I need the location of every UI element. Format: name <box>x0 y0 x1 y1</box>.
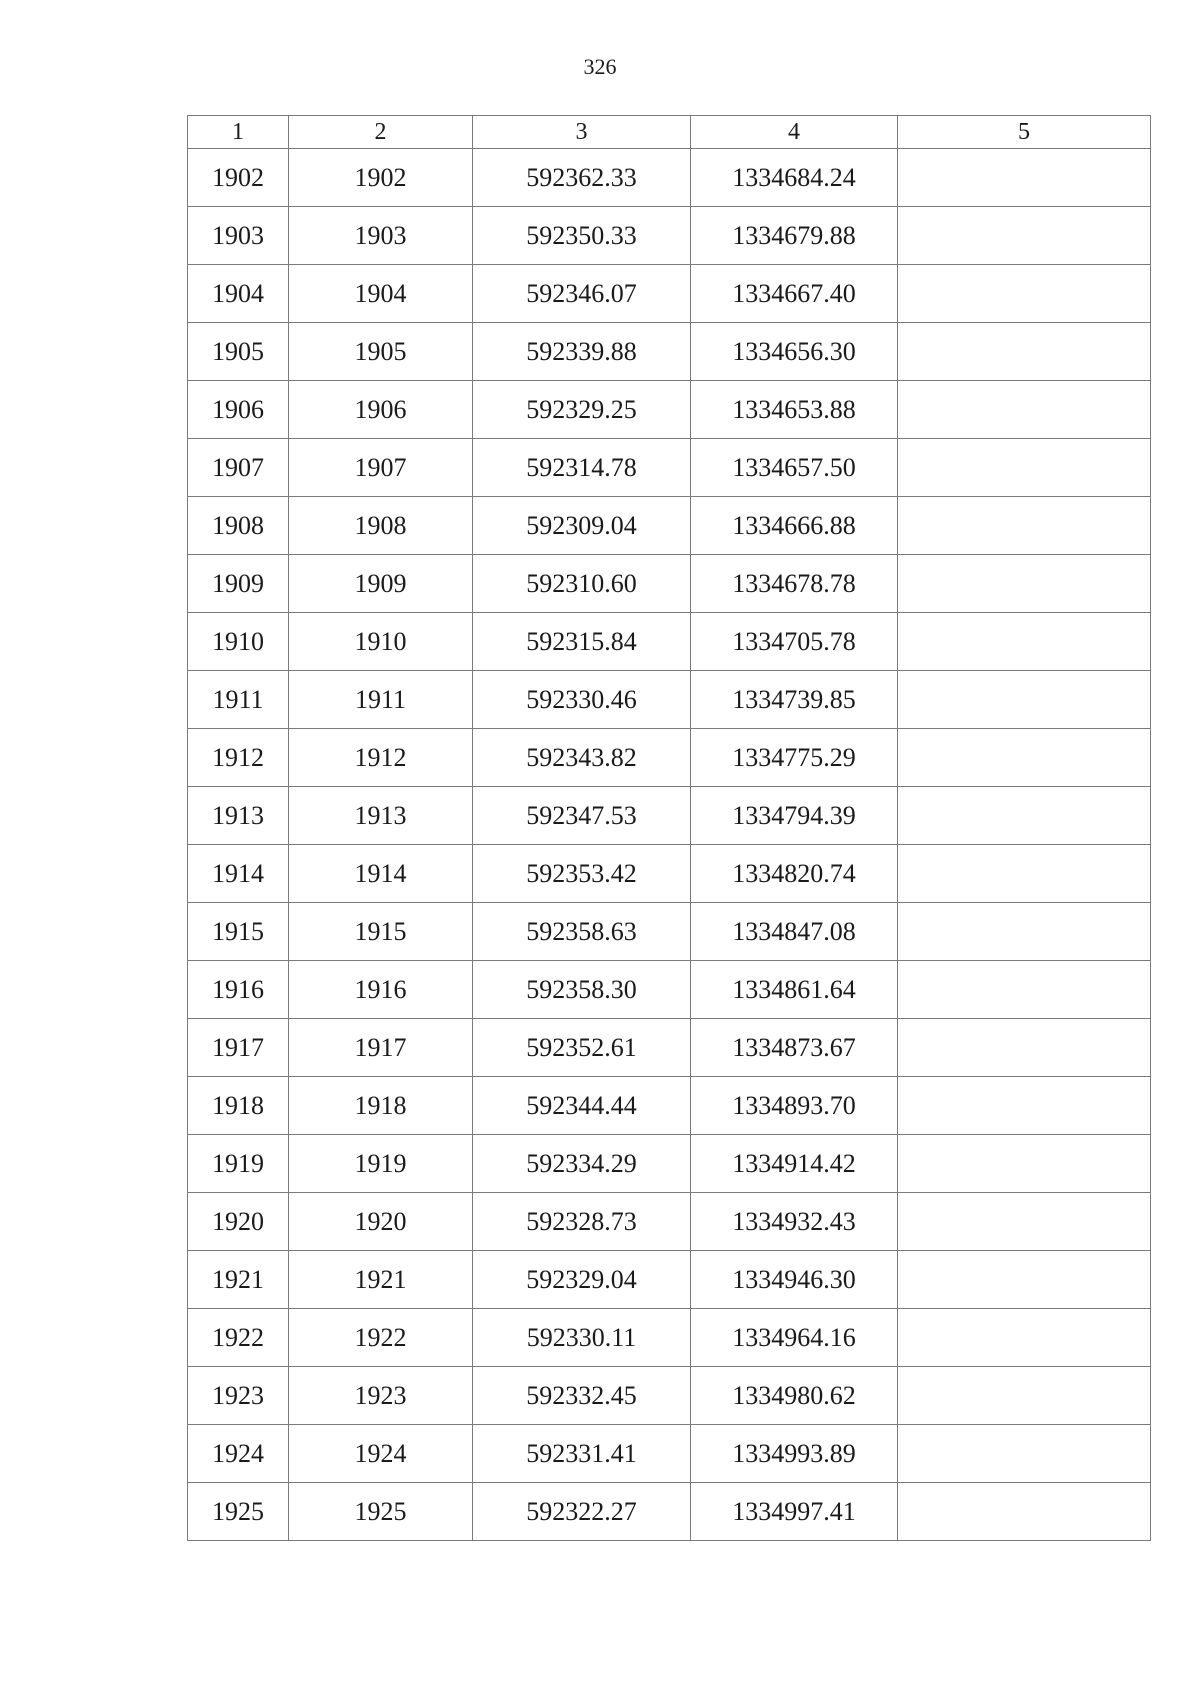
table-cell-col-5 <box>898 1367 1151 1425</box>
table-cell-col-2: 1909 <box>289 555 473 613</box>
table-cell-col-3: 592332.45 <box>473 1367 691 1425</box>
coordinates-table <box>187 115 1151 1541</box>
table-cell-col-4: 1334794.39 <box>691 787 898 845</box>
table-cell-col-5 <box>898 555 1151 613</box>
table-cell-col-1: 1922 <box>188 1309 289 1367</box>
table-row <box>188 207 1151 265</box>
table-cell-col-1: 1917 <box>188 1019 289 1077</box>
table-row <box>188 1077 1151 1135</box>
table-cell-col-2: 1914 <box>289 845 473 903</box>
table-cell-col-5 <box>898 265 1151 323</box>
table-cell-col-3: 592353.42 <box>473 845 691 903</box>
column-header-4: 4 <box>691 116 898 149</box>
table-cell-col-3: 592334.29 <box>473 1135 691 1193</box>
table-cell-col-2: 1912 <box>289 729 473 787</box>
table-cell-col-1: 1920 <box>188 1193 289 1251</box>
table-cell-col-5 <box>898 497 1151 555</box>
table-cell-col-1: 1918 <box>188 1077 289 1135</box>
table-cell-col-3: 592310.60 <box>473 555 691 613</box>
table-cell-col-3: 592329.04 <box>473 1251 691 1309</box>
column-header-1: 1 <box>188 116 289 149</box>
table-cell-col-5 <box>898 381 1151 439</box>
table-row <box>188 1425 1151 1483</box>
table-cell-col-4: 1334667.40 <box>691 265 898 323</box>
table-cell-col-3: 592330.46 <box>473 671 691 729</box>
table-cell-col-1: 1909 <box>188 555 289 613</box>
table-cell-col-2: 1918 <box>289 1077 473 1135</box>
table-cell-col-3: 592347.53 <box>473 787 691 845</box>
table-cell-col-2: 1913 <box>289 787 473 845</box>
table-cell-col-4: 1334932.43 <box>691 1193 898 1251</box>
table-row <box>188 729 1151 787</box>
table-cell-col-2: 1925 <box>289 1483 473 1541</box>
table-cell-col-2: 1915 <box>289 903 473 961</box>
table-cell-col-1: 1913 <box>188 787 289 845</box>
table-cell-col-3: 592350.33 <box>473 207 691 265</box>
table-row <box>188 961 1151 1019</box>
column-header-5: 5 <box>898 116 1151 149</box>
table-cell-col-3: 592362.33 <box>473 149 691 207</box>
table-cell-col-2: 1905 <box>289 323 473 381</box>
table-cell-col-2: 1902 <box>289 149 473 207</box>
table-cell-col-4: 1334946.30 <box>691 1251 898 1309</box>
table-cell-col-4: 1334993.89 <box>691 1425 898 1483</box>
table-body <box>188 149 1151 1541</box>
table-cell-col-1: 1903 <box>188 207 289 265</box>
table-cell-col-5 <box>898 671 1151 729</box>
table-row <box>188 787 1151 845</box>
table-row <box>188 1019 1151 1077</box>
table-cell-col-4: 1334820.74 <box>691 845 898 903</box>
table-row <box>188 1193 1151 1251</box>
table-cell-col-1: 1916 <box>188 961 289 1019</box>
table-cell-col-5 <box>898 613 1151 671</box>
table-cell-col-5 <box>898 439 1151 497</box>
table-cell-col-1: 1923 <box>188 1367 289 1425</box>
table-cell-col-4: 1334657.50 <box>691 439 898 497</box>
table-cell-col-4: 1334997.41 <box>691 1483 898 1541</box>
table-cell-col-3: 592330.11 <box>473 1309 691 1367</box>
table-row <box>188 1367 1151 1425</box>
table-row <box>188 1135 1151 1193</box>
table-cell-col-4: 1334964.16 <box>691 1309 898 1367</box>
table-cell-col-4: 1334861.64 <box>691 961 898 1019</box>
table-cell-col-1: 1906 <box>188 381 289 439</box>
table-cell-col-1: 1910 <box>188 613 289 671</box>
table-cell-col-3: 592329.25 <box>473 381 691 439</box>
table-cell-col-2: 1920 <box>289 1193 473 1251</box>
table-cell-col-1: 1921 <box>188 1251 289 1309</box>
table-row <box>188 903 1151 961</box>
table-row <box>188 497 1151 555</box>
table-cell-col-4: 1334705.78 <box>691 613 898 671</box>
table-row <box>188 439 1151 497</box>
table-cell-col-2: 1916 <box>289 961 473 1019</box>
table-cell-col-4: 1334775.29 <box>691 729 898 787</box>
table-cell-col-2: 1906 <box>289 381 473 439</box>
table-cell-col-5 <box>898 1309 1151 1367</box>
table-cell-col-5 <box>898 207 1151 265</box>
table-cell-col-1: 1911 <box>188 671 289 729</box>
table-row <box>188 265 1151 323</box>
table-cell-col-2: 1907 <box>289 439 473 497</box>
table-cell-col-3: 592309.04 <box>473 497 691 555</box>
table-cell-col-4: 1334893.70 <box>691 1077 898 1135</box>
table-cell-col-1: 1912 <box>188 729 289 787</box>
table-cell-col-5 <box>898 1135 1151 1193</box>
table-cell-col-1: 1925 <box>188 1483 289 1541</box>
table-cell-col-3: 592346.07 <box>473 265 691 323</box>
table-cell-col-2: 1919 <box>289 1135 473 1193</box>
table-cell-col-5 <box>898 1193 1151 1251</box>
table-cell-col-1: 1914 <box>188 845 289 903</box>
table-cell-col-4: 1334666.88 <box>691 497 898 555</box>
table-cell-col-3: 592343.82 <box>473 729 691 787</box>
table-cell-col-4: 1334739.85 <box>691 671 898 729</box>
table-cell-col-2: 1924 <box>289 1425 473 1483</box>
table-cell-col-4: 1334679.88 <box>691 207 898 265</box>
table-cell-col-3: 592352.61 <box>473 1019 691 1077</box>
table-cell-col-2: 1923 <box>289 1367 473 1425</box>
table-cell-col-2: 1921 <box>289 1251 473 1309</box>
table-cell-col-4: 1334656.30 <box>691 323 898 381</box>
table-cell-col-1: 1908 <box>188 497 289 555</box>
table-cell-col-5 <box>898 149 1151 207</box>
table-row <box>188 613 1151 671</box>
table-cell-col-1: 1907 <box>188 439 289 497</box>
table-row <box>188 671 1151 729</box>
table-cell-col-5 <box>898 729 1151 787</box>
table-cell-col-4: 1334847.08 <box>691 903 898 961</box>
table-cell-col-5 <box>898 845 1151 903</box>
table-cell-col-5 <box>898 1425 1151 1483</box>
table-cell-col-1: 1904 <box>188 265 289 323</box>
table-cell-col-1: 1919 <box>188 1135 289 1193</box>
table-cell-col-5 <box>898 1019 1151 1077</box>
page-number: 326 <box>583 54 617 79</box>
table-row <box>188 1309 1151 1367</box>
table-cell-col-4: 1334914.42 <box>691 1135 898 1193</box>
table-cell-col-5 <box>898 903 1151 961</box>
table-cell-col-3: 592315.84 <box>473 613 691 671</box>
table-cell-col-3: 592358.30 <box>473 961 691 1019</box>
table-cell-col-3: 592358.63 <box>473 903 691 961</box>
column-header-2: 2 <box>289 116 473 149</box>
table-cell-col-4: 1334678.78 <box>691 555 898 613</box>
table-cell-col-2: 1910 <box>289 613 473 671</box>
table-cell-col-5 <box>898 1483 1151 1541</box>
table-header <box>188 116 1151 149</box>
table-cell-col-2: 1922 <box>289 1309 473 1367</box>
table-row <box>188 555 1151 613</box>
table-cell-col-1: 1915 <box>188 903 289 961</box>
table-row <box>188 149 1151 207</box>
table-cell-col-2: 1904 <box>289 265 473 323</box>
table-cell-col-3: 592331.41 <box>473 1425 691 1483</box>
table-cell-col-1: 1902 <box>188 149 289 207</box>
table-cell-col-4: 1334653.88 <box>691 381 898 439</box>
table-cell-col-3: 592344.44 <box>473 1077 691 1135</box>
table-row <box>188 381 1151 439</box>
table-row <box>188 323 1151 381</box>
header-row <box>188 116 1151 149</box>
column-header-3: 3 <box>473 116 691 149</box>
table-cell-col-4: 1334980.62 <box>691 1367 898 1425</box>
table-cell-col-5 <box>898 1077 1151 1135</box>
table-row <box>188 1251 1151 1309</box>
table-cell-col-2: 1917 <box>289 1019 473 1077</box>
table-cell-col-3: 592339.88 <box>473 323 691 381</box>
table-cell-col-2: 1903 <box>289 207 473 265</box>
table-cell-col-5 <box>898 961 1151 1019</box>
table-cell-col-5 <box>898 1251 1151 1309</box>
table-cell-col-4: 1334873.67 <box>691 1019 898 1077</box>
table-cell-col-1: 1905 <box>188 323 289 381</box>
table-cell-col-3: 592328.73 <box>473 1193 691 1251</box>
table-cell-col-5 <box>898 787 1151 845</box>
table-cell-col-3: 592322.27 <box>473 1483 691 1541</box>
table-cell-col-2: 1911 <box>289 671 473 729</box>
table-row <box>188 845 1151 903</box>
table-cell-col-5 <box>898 323 1151 381</box>
table-cell-col-3: 592314.78 <box>473 439 691 497</box>
table-row <box>188 1483 1151 1541</box>
table-cell-col-1: 1924 <box>188 1425 289 1483</box>
table-cell-col-2: 1908 <box>289 497 473 555</box>
table-cell-col-4: 1334684.24 <box>691 149 898 207</box>
